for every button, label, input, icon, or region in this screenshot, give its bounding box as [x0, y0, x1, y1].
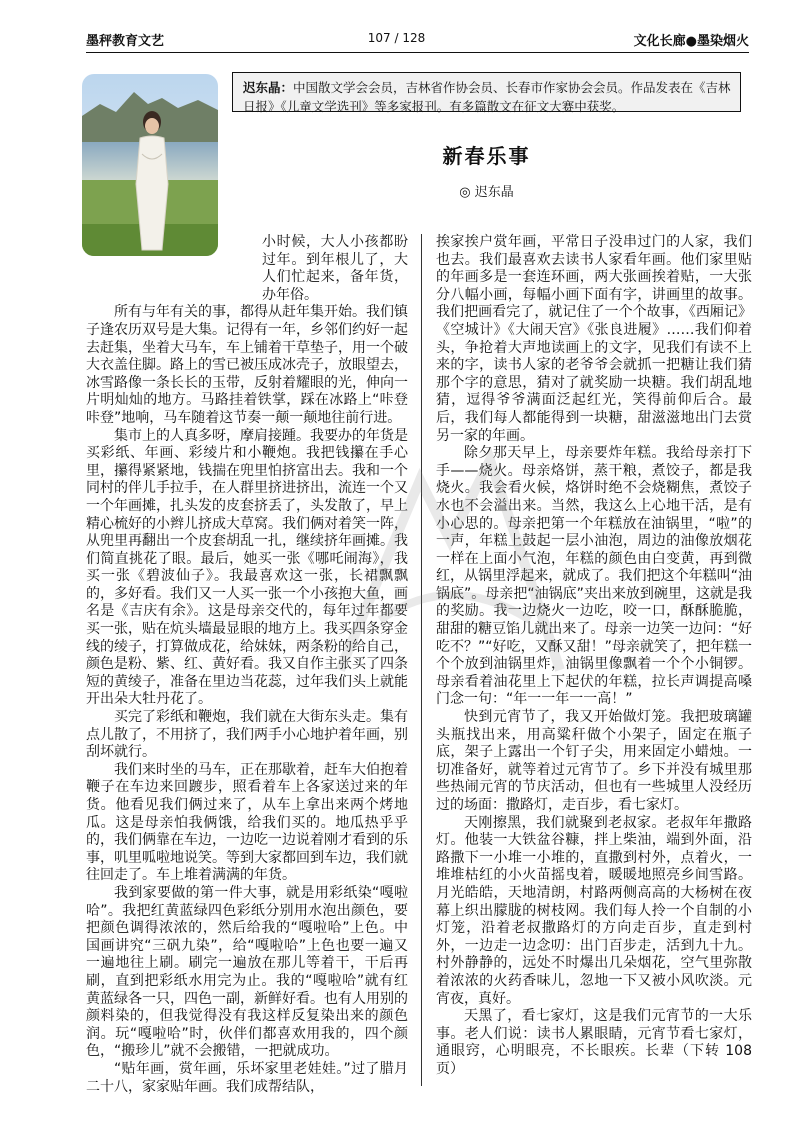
paragraph: 小时候，大人小孩都盼过年。到年根儿了，大人们忙起来，备年货，办年俗。 — [262, 234, 408, 303]
paragraph: 我们来时坐的马车，正在那歇着，赶车大伯抱着鞭子在车边来回踱步，照看着车上各家送过来的年货。他看见我们俩过来了，从车上拿出来两个烤地瓜。这是母亲怕我俩饿，给我们买的。地瓜热乎乎的，我们俩靠在车边，一边吃一边说着刚才看到的乐事，叽里呱啦地说笑。等到大家都回到车边，我们就往回走了。车上堆着满满的年货。 — [86, 761, 408, 884]
paragraph: 所有与年有关的事，都得从赶年集开始。我们镇子逢农历双号是大集。记得有一年，乡邻们约好一起去赶集，坐着大马车，车上铺着干草垫子，用一个破大衣盖住脚。路上的雪已被压成冰壳子，放眼望去，冰雪路像一条长长的玉带，反射着耀眼的光，伸向一片明灿灿的地方。马路挂着铁掌，踩在冰路上“咔登咔登”地响，马车随着这节奏一颠一颠地往前行进。 — [86, 304, 408, 426]
article-title: 新春乐事 — [442, 144, 531, 168]
header-divider — [86, 52, 749, 53]
paragraph: 天刚擦黑，我们就聚到老叔家。老叔年年撒路灯。他装一大铁盆谷糠，拌上柴油，端到外面，沿路撒下一小堆一小堆的，直撒到村外，点着火，一堆堆枯红的小火苗摇曳着，暖暖地照亮乡间雪路。月光皓皓，天地清朗，村路两侧高高的大杨树在夜幕上织出朦胧的树枝网。我们每人拎一个自制的小灯笼，沿着老叔撒路灯的方向走百步，直走到村外，一边走一边念叨：出门百步走，活到九十九。村外静静的，远处不时爆出几朵烟花，空气里弥散着浓浓的火药香味儿，忽地一下又被小风吹淡。元宵夜，真好。 — [436, 814, 752, 1007]
page-number: 107 / 128 — [367, 31, 426, 45]
paragraph: 除夕那天早上，母亲要炸年糕。我给母亲打下手——烧火。母亲烙饼，蒸干粮，煮饺子，都是我烧火。我会看火候，烙饼时绝不会烧糊焦，煮饺子水也不会溢出来。当然，我这么上心地干活，是有小心思的。母亲把第一个年糕放在油锅里，“啦”的一声，年糕上鼓起一层小油泡，周边的油像放烟花一样在上面小气泡，年糕的颜色由白变黄，再到微红，从锅里浮起来，就成了。我们把这个年糕叫“油锅底”。母亲把“油锅底”夹出来放到碗里，这就是我的奖励。我一边烧火一边吃，咬一口，酥酥脆脆，甜甜的糖豆馅儿就出来了。母亲一边笑一边问：“好吃不？”“好吃，又酥又甜！”母亲就笑了，把年糕一个个放到油锅里炸，油锅里像飘着一个个小铜锣。母亲看着油花里上下起伏的年糕，拉长声调提高嗓门念一句：“年一一年一一高！” — [436, 445, 752, 708]
paragraph: “贴年画，赏年画，乐坏家里老娃娃。”过了腊月二十八，家家贴年画。我们成帮结队， — [86, 1060, 408, 1095]
paragraph: 我到家要做的第一件大事，就是用彩纸染“嘎啦哈”。我把红黄蓝绿四色彩纸分别用水泡出颜色，要把颜色调得浓浓的，然后给我的“嘎啦哈”上色。中国画讲究“三矾九染”，给“嘎啦哈”上色也要一遍又一遍地往上刷。刷完一遍放在那儿等着干，干后再刷，直到把彩纸水用完为止。我的“嘎啦哈”就有红黄蓝绿各一只，四色一副，新鲜好看。也有人用别的颜料染的，但我觉得没有我这样反复染出来的颜色润。玩“嘎啦哈”时，伙伴们都喜欢用我的，四个颜色，“搬珍儿”就不会搬错，一把就成功。 — [86, 884, 408, 1060]
column-divider — [421, 234, 422, 1086]
right-column — [436, 234, 752, 1079]
paragraph: 挨家挨户赏年画，平常日子没串过门的人家，我们也去。我们最喜欢去读书人家看年画。他们家里贴的年画多是一套连环画，两大张画挨着贴，一大张分八幅小画，每幅小画下面有字，讲画里的故事。我们把画看完了，就记住了一个个故事，《西厢记》《空城计》《大闹天宫》《张良进履》……我们仰着头，争抢着大声地读画上的文字，见我们有读不上来的字，读书人家的老爷爷会就抓一把糖让我们猜那个字的意思，猜对了就奖励一块糖。我们胡乱地猜，逗得爷爷满面泛起红光，笑得前仰后合。最后，我们每人都能得到一块糖，甜滋滋地出门去赏另一家的年画。 — [436, 234, 752, 444]
paragraph: 买完了彩纸和鞭炮，我们就在大街东头走。集有点儿散了，不用挤了，我们两手小心地护着年画，别刮坏就行。 — [86, 709, 408, 761]
section-name: 文化长廊●墨染烟火 — [633, 34, 749, 49]
paragraph: 快到元宵节了，我又开始做灯笼。我把玻璃罐头瓶找出来，用高粱秆做个小架子，固定在瓶子底，架子上露出一个钉子尖，用来固定小蜡烛。一切准备好，就等着过元宵节了。乡下并没有城里那些热闹元宵的节庆活动，但也有一些城里人没经历过的场面：撒路灯，走百步，看七家灯。 — [436, 709, 752, 813]
left-column — [86, 234, 408, 1096]
journal-name: 墨秤教育文艺 — [86, 34, 165, 49]
author-bio — [232, 72, 741, 112]
author-bio-text: 中国散文学会会员，吉林省作协会员、长春市作家协会会员。作品发表在《吉林日报》《儿童文学选刊》等多家报刊。有多篇散文在征文大赛中获奖。 — [243, 80, 731, 114]
author-photo — [82, 74, 218, 256]
author-bio-name: 迟东晶： — [243, 80, 294, 95]
paragraph: 集市上的人真多呀，摩肩接踵。我要办的年货是买彩纸、年画、彩绫片和小鞭炮。我把钱攥在手心里，攥得紧紧地，钱揣在兜里怕挤富出去。我和一个同村的伴儿手拉手，在人群里挤进挤出，流连一个又一个年画摊，扎头发的皮套挤丢了，头发散了，早上精心梳好的小辫儿挤成大草窝。我们俩对着笑一阵，从兜里再翻出一个皮套胡乱一扎，继续挤年画摊。我们简直挑花了眼。最后，她买一张《哪吒闹海》，我买一张《碧波仙子》。我最喜欢这一张，长裙飘飘的，多好看。我们又一人买一张一个小孩抱大鱼，画名是《吉庆有余》。这是母亲交代的，每年过年都要买一张，贴在炕头墙最显眼的地方上。我买四条穿金线的绫子，打算做成花，给妹妹，两条粉的给自己，颜色是粉、紫、红、黄好看。我又自作主张买了四条短的黄绫子，准备在里边当花蕊，过年我们头上就能开出朵大牡丹花了。 — [86, 427, 408, 708]
paragraph: 天黑了，看七家灯，这是我们元宵节的一大乐事。老人们说：读书人累眼睛，元宵节看七家灯，通眼窍，心明眼亮，不长眼疾。长辈（下转 108 页） — [436, 1008, 752, 1077]
article-byline: ◎ 迟东晶 — [459, 185, 514, 200]
